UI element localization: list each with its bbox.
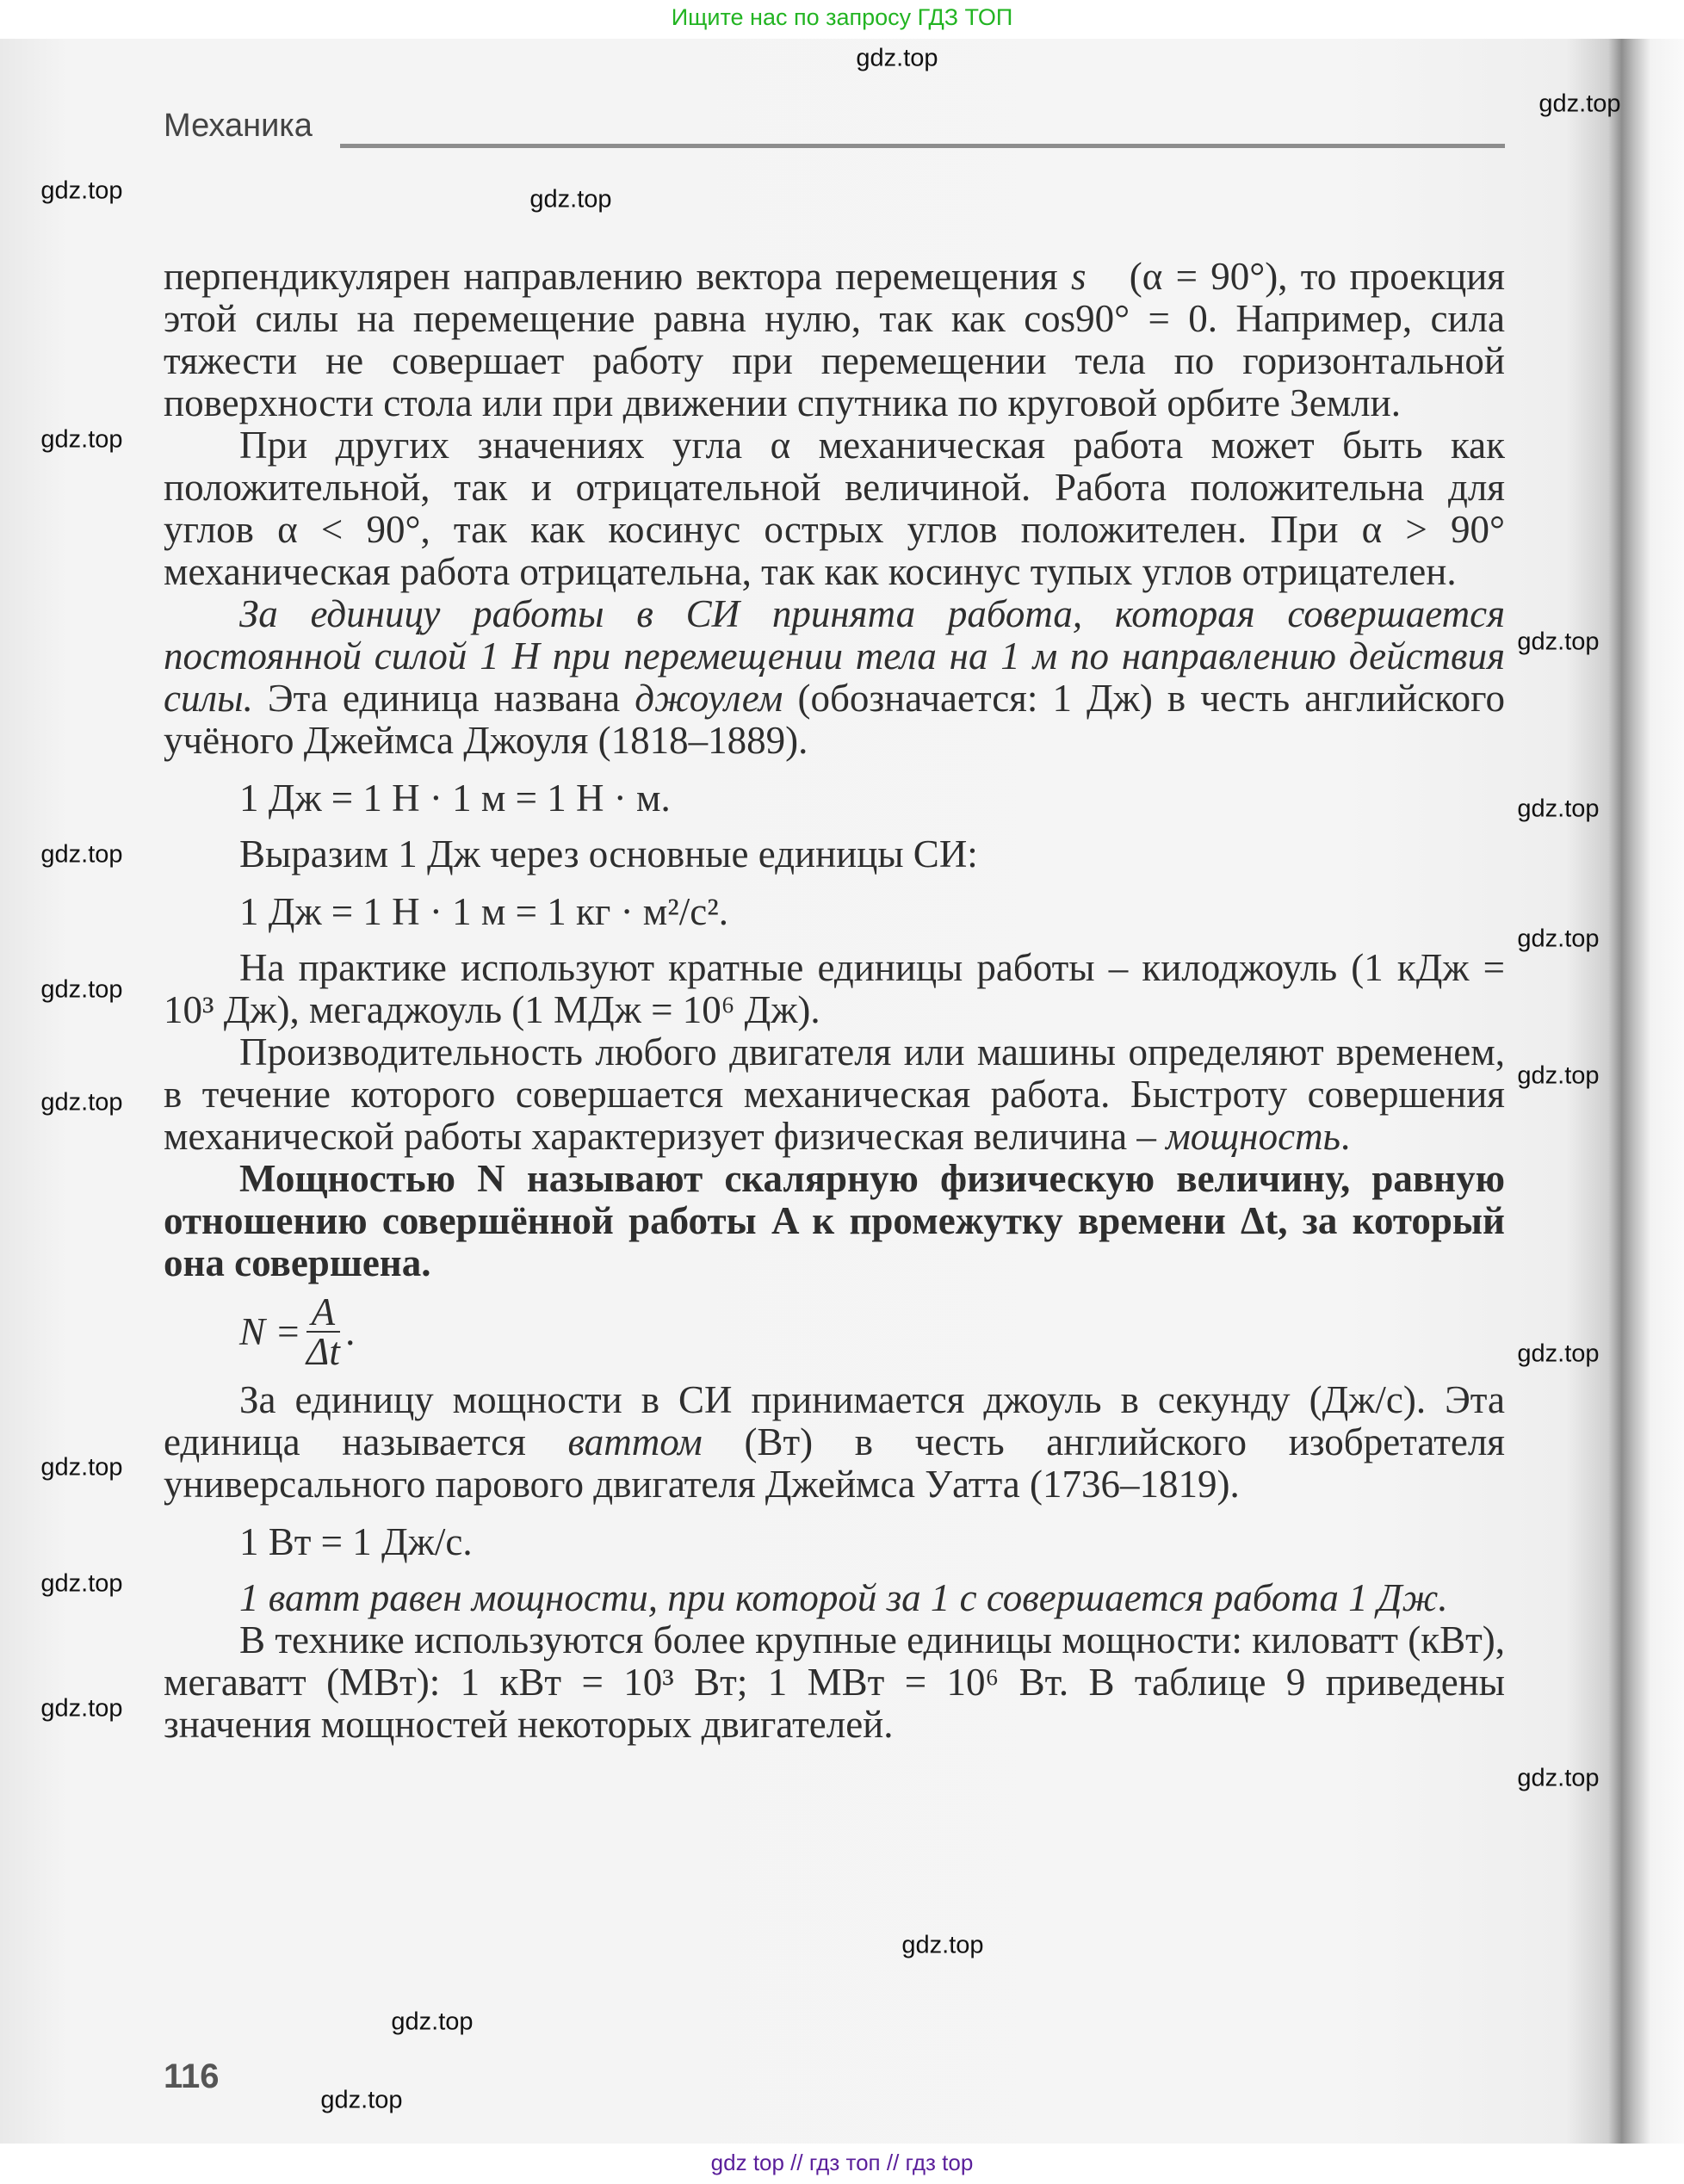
power-formula: [239, 1290, 1505, 1373]
book-page: [0, 39, 1684, 2144]
paragraph: В технике используются более крупные единицы мощности: киловатт (кВт), мегаватт (МВт): 1 кВт = 10³ Вт; 1 МВт = 10⁶ Вт. В таблице 9 приведены значения мощностей некоторых двигателей.: [164, 1618, 1505, 1746]
body-text: [164, 256, 1505, 1746]
header-rule: [340, 144, 1505, 148]
watermark: gdz.top: [901, 1931, 984, 1959]
term: джоулем: [635, 677, 783, 720]
paragraph: [164, 1379, 1505, 1506]
numerator: A: [306, 1293, 341, 1333]
formula: 1 Дж = 1 Н · 1 м = 1 Н · м.: [239, 776, 671, 820]
text: .: [1340, 1115, 1351, 1158]
watermark: gdz.top: [40, 840, 123, 869]
watermark: gdz.top: [529, 185, 612, 213]
watermark: gdz.top: [320, 2086, 403, 2114]
watermark: gdz.top: [1517, 1339, 1600, 1368]
section-title: Механика: [164, 108, 313, 144]
paragraph: При других значениях угла α механическая работа может быть как положительной, так и отрицательной величиной. Работа положительна для углов α < 90°, так как косинус острых углов положителен. При α > 90° механическая работа отрицательна, так как косинус тупых углов отрицателен.: [164, 424, 1505, 593]
formula: 1 Вт = 1 Дж/с.: [239, 1520, 473, 1563]
watermark: gdz.top: [40, 425, 123, 454]
watermark: gdz.top: [391, 2008, 474, 2036]
text: перпендикулярен направлению вектора перемещения: [164, 255, 1071, 298]
watermark: gdz.top: [40, 1453, 123, 1482]
top-banner[interactable]: Ищите нас по запросу ГДЗ ТОП: [671, 4, 1013, 30]
vector-s: s⃗: [1070, 255, 1117, 298]
watermark: gdz.top: [40, 1569, 123, 1598]
denominator: Δt: [306, 1330, 340, 1373]
watermark: gdz.top: [40, 1088, 123, 1117]
running-header: [164, 108, 1505, 159]
watermark: gdz.top: [1539, 90, 1621, 118]
definition: Мощностью N называют скалярную физическую величину, равную отношению совершённой работы A к промежутку времени Δt, за который она совершена.: [164, 1157, 1505, 1284]
watermark: gdz.top: [1517, 628, 1600, 656]
watermark: gdz.top: [856, 44, 938, 72]
page-number: 116: [164, 2057, 220, 2095]
text: Эта единица названа: [252, 677, 635, 720]
definition: 1 ватт равен мощности, при которой за 1 с совершается работа 1 Дж.: [239, 1576, 1448, 1619]
watermark: gdz.top: [40, 1694, 123, 1723]
text: Производительность любого двигателя или машины определяют временем, в течение которого совершается механическая работа. Быстроту совершения механической работы характеризует физическая величина –: [164, 1030, 1505, 1158]
paragraph: Выразим 1 Дж через основные единицы СИ:: [239, 832, 978, 875]
paragraph: [164, 593, 1505, 762]
formula: 1 Дж = 1 Н · 1 м = 1 кг · м²/с².: [239, 890, 728, 933]
paragraph: [164, 256, 1505, 424]
term: ваттом: [567, 1420, 703, 1463]
text: (обозначается: 1 Дж) в честь английского учёного Джеймса Джоуля (1818–1889).: [164, 677, 1505, 762]
watermark: gdz.top: [1517, 795, 1600, 823]
term: мощность: [1166, 1115, 1341, 1158]
watermark: gdz.top: [1517, 1061, 1600, 1090]
text: (Вт) в честь английского изобретателя универсального парового двигателя Джеймса Уатта (1736–1819).: [164, 1420, 1505, 1506]
text: За единицу мощности в СИ принимается джоуль в секунду (Дж/с). Эта единица называется: [164, 1378, 1505, 1463]
bottom-banner[interactable]: gdz top // гдз топ // гдз top: [710, 2150, 974, 2175]
paragraph: На практике используют кратные единицы работы – килоджоуль (1 кДж = 10³ Дж), мегаджоуль (1 МДж = 10⁶ Дж).: [164, 946, 1505, 1031]
text: (α = 90°), то проекция этой силы на перемещение равна нулю, так как cos90° = 0. Например, сила тяжести не совершает работу при перемещении тела по горизонтальной поверхности стола или при движении спутника по круговой орбите Земли.: [164, 255, 1506, 424]
formula-lhs: N =: [239, 1309, 301, 1353]
fraction: [306, 1290, 341, 1373]
definition: За единицу работы в СИ принята работа, которая совершается постоянной силой 1 Н при перемещении тела на 1 м по направлению действия силы.: [164, 592, 1505, 720]
watermark: gdz.top: [40, 176, 123, 205]
formula-end: .: [345, 1309, 356, 1353]
watermark: gdz.top: [1517, 925, 1600, 953]
watermark: gdz.top: [40, 975, 123, 1004]
watermark: gdz.top: [1517, 1764, 1600, 1792]
paragraph: [164, 1031, 1505, 1158]
